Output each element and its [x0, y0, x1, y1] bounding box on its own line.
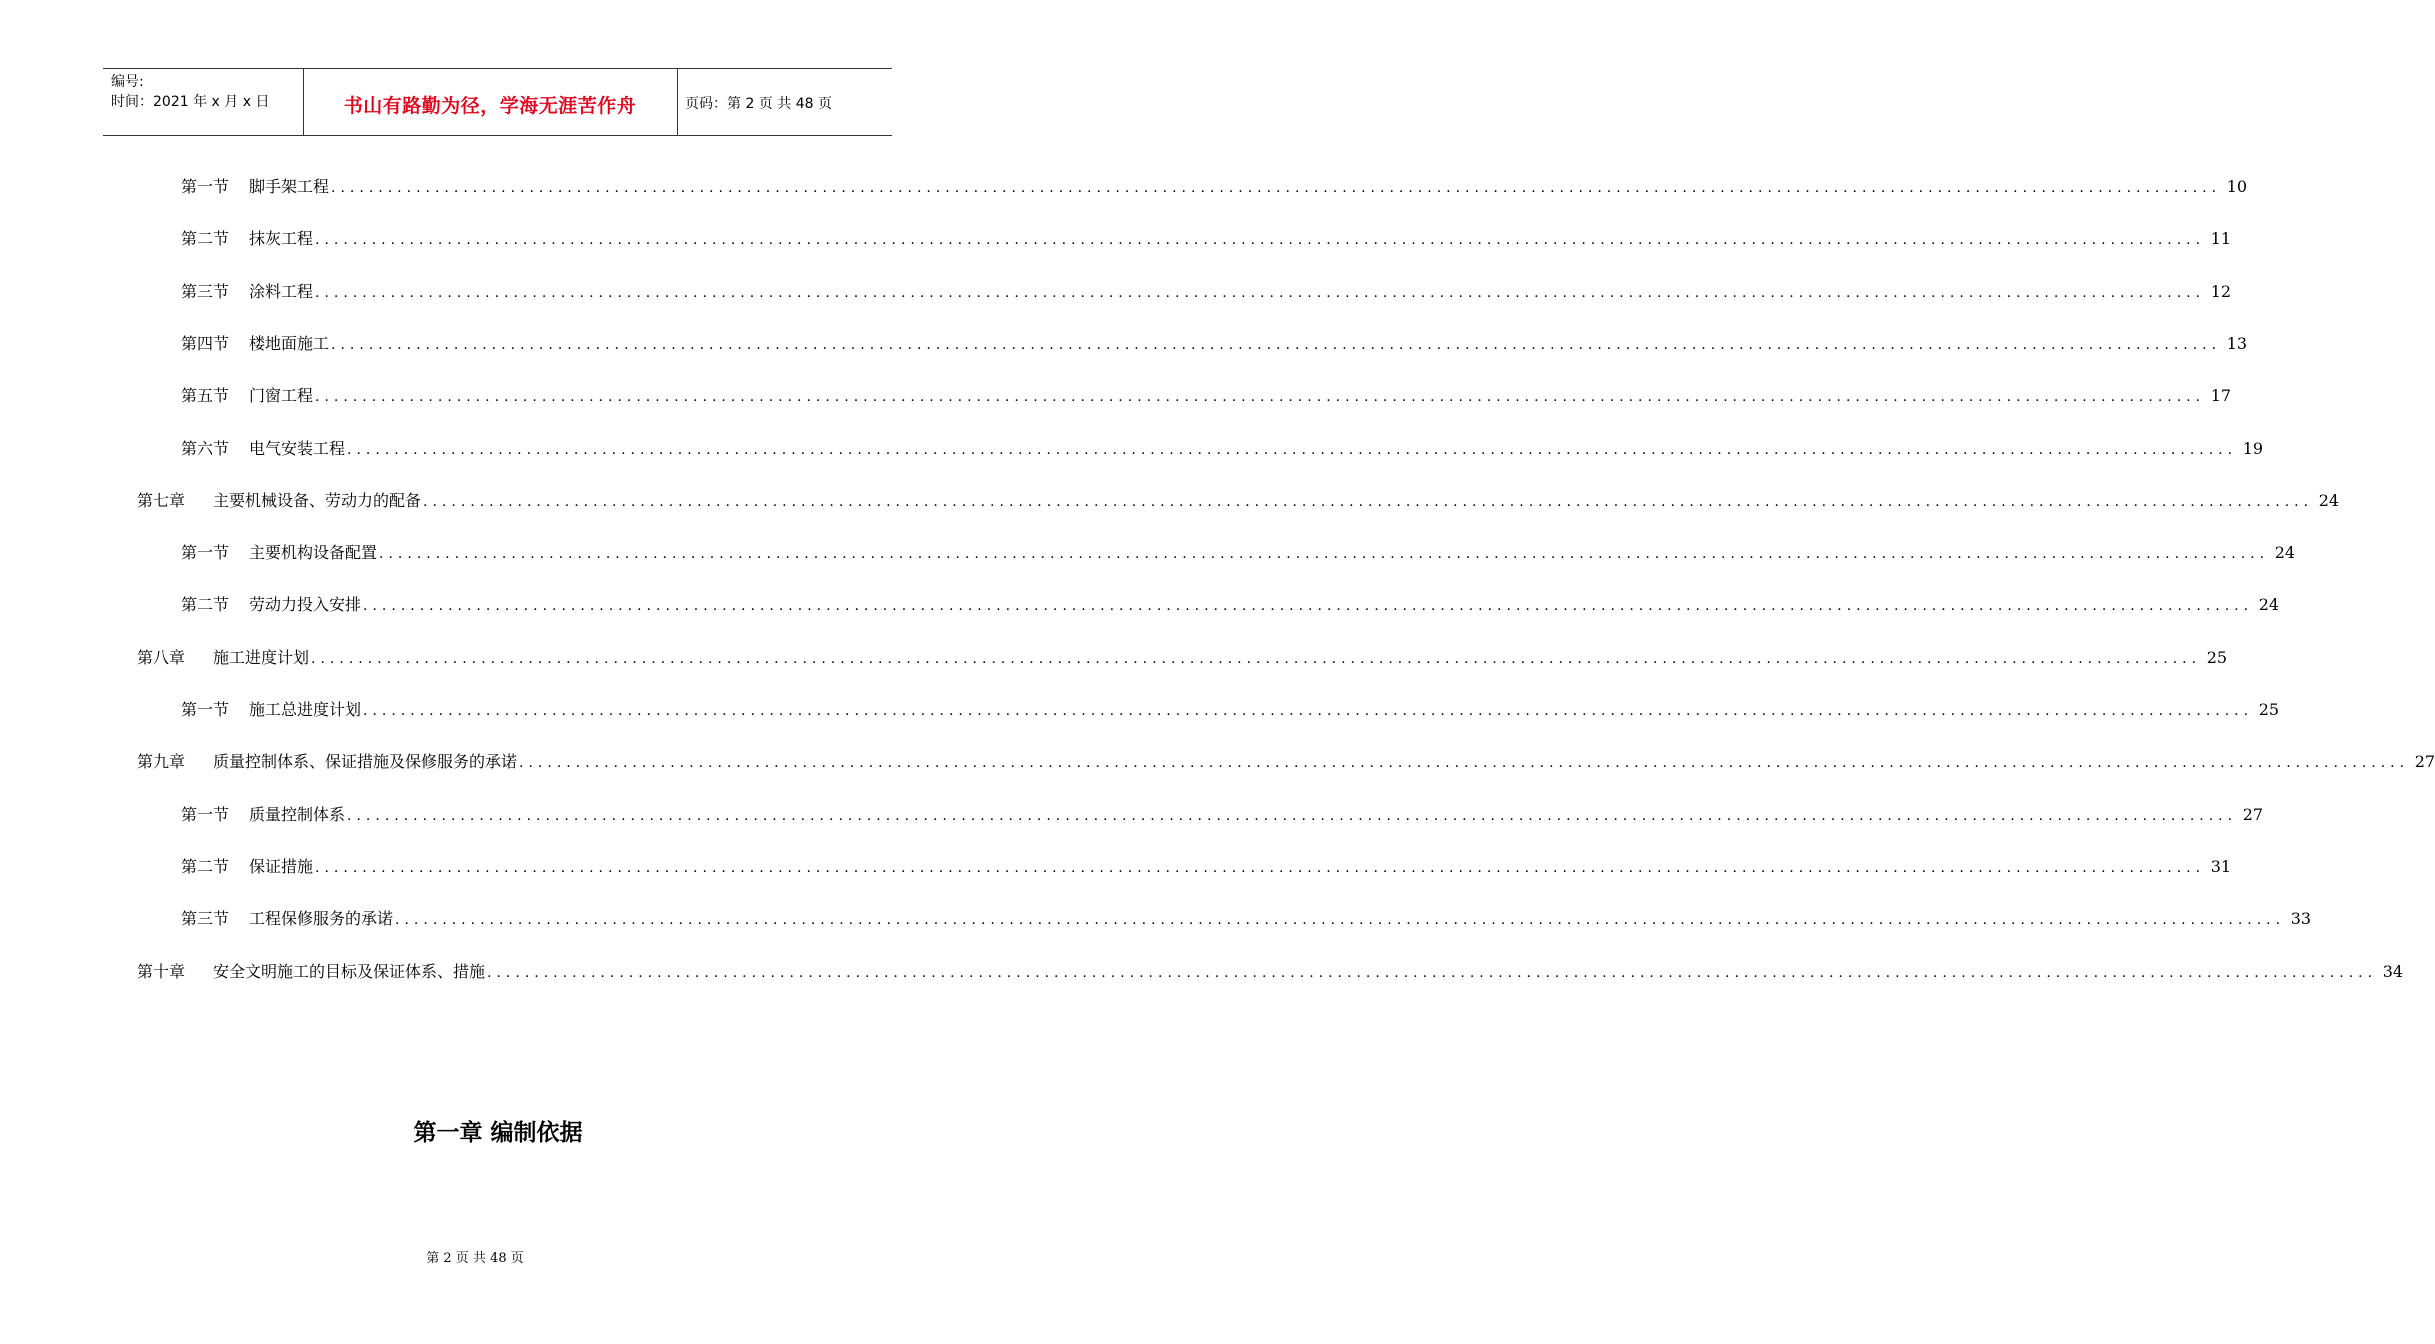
toc-chapter-entry[interactable]: [137, 961, 2404, 983]
toc-entry-title: 电气安装工程: [249, 439, 346, 458]
toc-section-entry[interactable]: [181, 333, 2248, 355]
toc-entry-page: 24: [2318, 491, 2340, 510]
toc-entry-number: 第八章: [137, 648, 186, 667]
chapter-heading: 第一章 编制依据: [413, 1120, 583, 1146]
toc-entry-number: 第四节: [181, 334, 230, 353]
toc-entry-number: 第七章: [137, 491, 186, 510]
toc-entry-page: 27: [2242, 805, 2264, 824]
toc-entry-page: 31: [2210, 857, 2232, 876]
toc-section-entry[interactable]: [181, 385, 2232, 407]
toc-entry-number: 第三节: [181, 909, 230, 928]
toc-entry-number: 第二节: [181, 229, 230, 248]
header-page-info: 页码：第 2 页 共 48 页: [685, 96, 832, 112]
toc-entry-number: 第五节: [181, 386, 230, 405]
toc-entry-page: 25: [2206, 648, 2228, 667]
toc-chapter-entry[interactable]: [137, 647, 2228, 669]
header-meta-cell: [103, 69, 304, 135]
toc-entry-title: 抹灰工程: [249, 229, 314, 248]
toc-entry-page: 33: [2290, 909, 2312, 928]
toc-section-entry[interactable]: [181, 281, 2232, 303]
toc-entry-page: 19: [2242, 439, 2264, 458]
toc-dot-leader: ........................................................................................................................................................................................................: [379, 546, 2270, 562]
toc-entry-title: 劳动力投入安排: [249, 595, 362, 614]
toc-section-entry[interactable]: [181, 804, 2264, 826]
toc-entry-number: 第一节: [181, 177, 230, 196]
toc-entry-title: 门窗工程: [249, 386, 314, 405]
toc-entry-page: 24: [2274, 543, 2296, 562]
toc-entry-title: 保证措施: [249, 857, 314, 876]
toc-entry-page: 27: [2414, 752, 2435, 771]
toc-dot-leader: ........................................................................................................................................................................................................: [331, 180, 2222, 196]
toc-dot-leader: ........................................................................................................................................................................................................: [311, 651, 2202, 667]
toc-section-entry[interactable]: [181, 438, 2264, 460]
toc-chapter-entry[interactable]: [137, 490, 2340, 512]
toc-section-entry[interactable]: [181, 908, 2312, 930]
toc-entry-title: 脚手架工程: [249, 177, 330, 196]
toc-dot-leader: ........................................................................................................................................................................................................: [315, 232, 2206, 248]
toc-entry-title: 质量控制体系、保证措施及保修服务的承诺: [213, 752, 518, 771]
toc-entry-number: 第一节: [181, 805, 230, 824]
toc-entry-number: 第一节: [181, 700, 230, 719]
toc-section-entry[interactable]: [181, 228, 2232, 250]
toc-section-entry[interactable]: [181, 699, 2280, 721]
toc-section-entry[interactable]: [181, 856, 2232, 878]
toc-entry-number: 第一节: [181, 543, 230, 562]
toc-dot-leader: ........................................................................................................................................................................................................: [331, 337, 2222, 353]
toc-entry-number: 第二节: [181, 857, 230, 876]
toc-chapter-entry[interactable]: [137, 751, 2435, 773]
toc-entry-title: 施工进度计划: [213, 648, 310, 667]
page-footer: 第 2 页 共 48 页: [426, 1251, 524, 1266]
toc-dot-leader: ........................................................................................................................................................................................................: [363, 703, 2254, 719]
toc-dot-leader: ........................................................................................................................................................................................................: [315, 389, 2206, 405]
toc-dot-leader: ........................................................................................................................................................................................................: [315, 285, 2206, 301]
toc-dot-leader: ........................................................................................................................................................................................................: [423, 494, 2314, 510]
toc-dot-leader: ........................................................................................................................................................................................................: [519, 755, 2410, 771]
toc-entry-page: 11: [2210, 229, 2232, 248]
toc-entry-title: 施工总进度计划: [249, 700, 362, 719]
toc-entry-title: 工程保修服务的承诺: [249, 909, 394, 928]
toc-entry-number: 第六节: [181, 439, 230, 458]
header-page-cell: [677, 69, 892, 135]
document-date: 时间：2021 年 x 月 x 日: [111, 94, 270, 110]
toc-entry-title: 楼地面施工: [249, 334, 330, 353]
header-motto: 书山有路勤为径，学海无涯苦作舟: [343, 95, 637, 117]
toc-entry-title: 主要机构设备配置: [249, 543, 378, 562]
toc-dot-leader: ........................................................................................................................................................................................................: [315, 860, 2206, 876]
toc-entry-page: 10: [2226, 177, 2248, 196]
toc-entry-title: 涂料工程: [249, 282, 314, 301]
toc-section-entry[interactable]: [181, 176, 2248, 198]
toc-entry-title: 质量控制体系: [249, 805, 346, 824]
toc-entry-page: 12: [2210, 282, 2232, 301]
toc-entry-page: 24: [2258, 595, 2280, 614]
toc-entry-title: 安全文明施工的目标及保证体系、措施: [213, 962, 486, 981]
toc-entry-number: 第九章: [137, 752, 186, 771]
toc-dot-leader: ........................................................................................................................................................................................................: [347, 442, 2238, 458]
toc-dot-leader: ........................................................................................................................................................................................................: [347, 808, 2238, 824]
toc-entry-number: 第十章: [137, 962, 186, 981]
toc-dot-leader: ........................................................................................................................................................................................................: [363, 598, 2254, 614]
toc-entry-number: 第三节: [181, 282, 230, 301]
header-motto-cell: [303, 69, 678, 135]
toc-entry-page: 34: [2382, 962, 2404, 981]
toc-dot-leader: ........................................................................................................................................................................................................: [395, 912, 2286, 928]
toc-entry-title: 主要机械设备、劳动力的配备: [213, 491, 422, 510]
toc-entry-page: 17: [2210, 386, 2232, 405]
page-header: [103, 68, 892, 136]
toc-dot-leader: ........................................................................................................................................................................................................: [487, 965, 2378, 981]
toc-entry-page: 13: [2226, 334, 2248, 353]
toc-section-entry[interactable]: [181, 542, 2296, 564]
toc-entry-page: 25: [2258, 700, 2280, 719]
toc-entry-number: 第二节: [181, 595, 230, 614]
document-code-label: 编号:: [111, 74, 144, 90]
toc-section-entry[interactable]: [181, 594, 2280, 616]
